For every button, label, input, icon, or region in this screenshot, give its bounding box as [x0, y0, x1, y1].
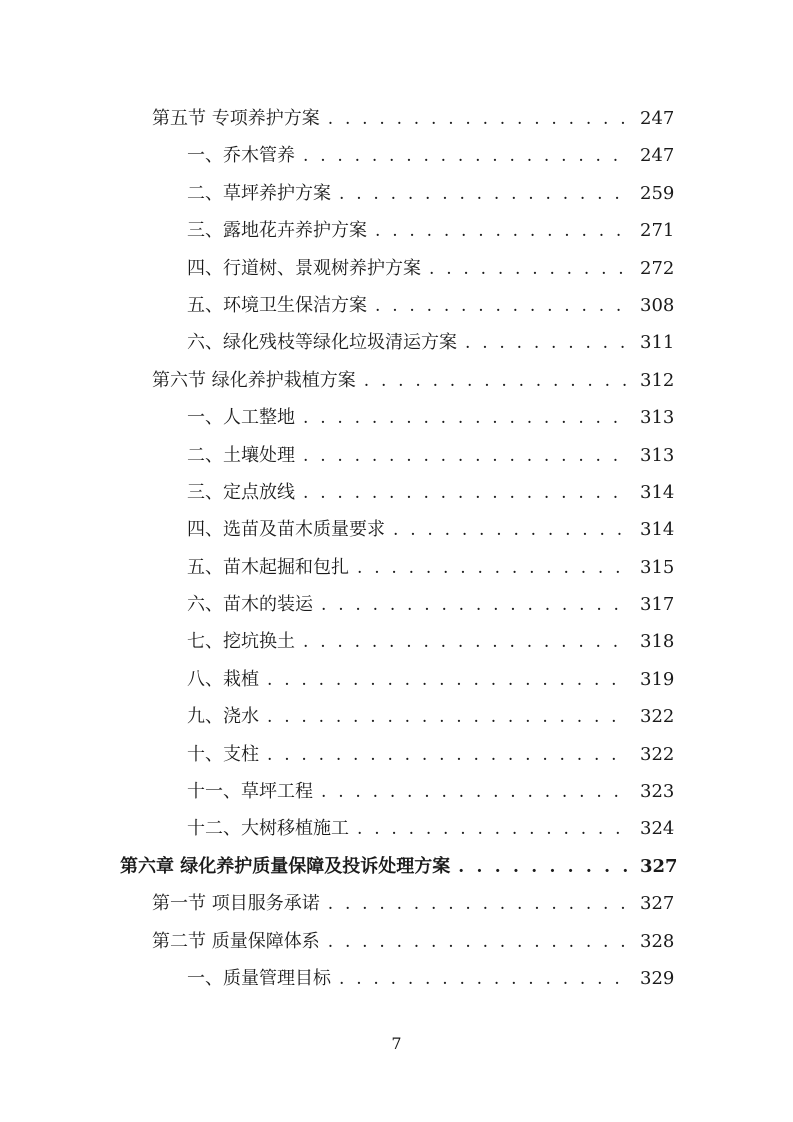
toc-entry-page: 327 [640, 893, 675, 915]
toc-entry[interactable] [0, 437, 793, 474]
toc-entry-page: 308 [640, 294, 675, 316]
toc-entry-page: 314 [640, 481, 675, 503]
toc-leader-dots [364, 363, 630, 400]
toc-entry-label: 一、质量管理目标 [187, 967, 331, 989]
toc-entry-page: 313 [640, 407, 675, 429]
toc-entry-page: 247 [640, 108, 675, 129]
toc-entry[interactable] [0, 362, 793, 399]
toc-leader-dots [321, 587, 630, 624]
toc-entry-page: 271 [640, 220, 675, 242]
toc-entry-label: 六、绿化残枝等绿化垃圾清运方案 [187, 332, 457, 354]
toc-entry[interactable] [0, 810, 793, 847]
toc-entry-label: 七、挖坑换土 [187, 631, 295, 653]
page-number: 7 [391, 1034, 402, 1053]
toc-leader-dots [429, 251, 630, 288]
toc-entry-label: 第二节 质量保障体系 [152, 930, 320, 952]
toc-entry-page: 259 [640, 182, 675, 204]
toc-entry[interactable] [0, 399, 793, 436]
toc-entry-label: 二、草坪养护方案 [187, 182, 331, 204]
toc-entry-label: 一、乔木管养 [187, 145, 295, 167]
toc-entry[interactable] [0, 324, 793, 361]
toc-entry-label: 五、环境卫生保洁方案 [187, 294, 367, 316]
toc-entry[interactable] [0, 773, 793, 810]
toc-entry-label: 四、行道树、景观树养护方案 [187, 257, 421, 279]
toc-entry-label: 六、苗木的装运 [187, 594, 313, 616]
toc-leader-dots [393, 512, 630, 549]
toc-entry-page: 324 [640, 818, 675, 840]
toc-leader-dots [328, 924, 630, 961]
toc-leader-dots [375, 213, 630, 250]
toc-leader-dots [303, 400, 630, 437]
table-of-contents [0, 100, 793, 997]
toc-leader-dots [328, 101, 630, 138]
toc-leader-dots [357, 550, 630, 587]
toc-entry-label: 一、人工整地 [187, 407, 295, 429]
toc-entry[interactable] [0, 960, 793, 997]
toc-entry-page: 312 [640, 369, 675, 391]
toc-entry-page: 314 [640, 519, 675, 541]
toc-entry-page: 322 [640, 743, 675, 765]
toc-leader-dots [303, 438, 630, 475]
toc-leader-dots [465, 325, 630, 362]
toc-entry-page: 328 [640, 930, 675, 952]
toc-entry[interactable] [0, 250, 793, 287]
toc-leader-dots [339, 961, 630, 998]
toc-entry-label: 十、支柱 [187, 743, 259, 765]
toc-entry-label: 十二、大树移植施工 [187, 818, 349, 840]
toc-leader-dots [339, 176, 630, 213]
toc-entry[interactable] [0, 623, 793, 660]
toc-entry[interactable] [0, 923, 793, 960]
toc-leader-dots [303, 138, 630, 175]
toc-entry-label: 第六章 绿化养护质量保障及投诉处理方案 [120, 855, 451, 877]
toc-entry[interactable] [0, 212, 793, 249]
toc-entry[interactable] [0, 549, 793, 586]
toc-entry-page: 318 [640, 631, 675, 653]
toc-leader-dots [267, 662, 630, 699]
toc-entry-label: 二、土壤处理 [187, 444, 295, 466]
toc-entry[interactable] [0, 736, 793, 773]
toc-leader-dots [328, 886, 630, 923]
toc-entry-label: 八、栽植 [187, 668, 259, 690]
toc-leader-dots [303, 624, 630, 661]
toc-entry[interactable] [0, 885, 793, 922]
toc-entry-page: 319 [640, 668, 675, 690]
toc-leader-dots [321, 774, 630, 811]
toc-entry-page: 327 [640, 855, 678, 877]
toc-leader-dots [357, 811, 630, 848]
toc-entry-label: 三、露地花卉养护方案 [187, 220, 367, 242]
toc-entry-label: 四、选苗及苗木质量要求 [187, 519, 385, 541]
toc-chapter-entry[interactable] [0, 848, 793, 885]
toc-entry-label: 第一节 项目服务承诺 [152, 893, 320, 915]
toc-leader-dots [375, 288, 630, 325]
toc-entry[interactable] [0, 137, 793, 174]
toc-entry[interactable] [0, 100, 793, 137]
toc-leader-dots [303, 475, 630, 512]
toc-entry-page: 329 [640, 967, 675, 989]
toc-entry-page: 247 [640, 145, 675, 167]
toc-entry-label: 五、苗木起掘和包扎 [187, 556, 349, 578]
toc-entry-label: 三、定点放线 [187, 481, 295, 503]
toc-entry[interactable] [0, 511, 793, 548]
toc-entry-page: 317 [640, 594, 675, 616]
toc-entry-label: 第六节 绿化养护栽植方案 [152, 369, 356, 391]
toc-entry-page: 313 [640, 444, 675, 466]
toc-entry[interactable] [0, 175, 793, 212]
toc-leader-dots [458, 849, 630, 886]
toc-leader-dots [267, 699, 630, 736]
toc-entry-label: 第五节 专项养护方案 [152, 108, 320, 129]
toc-entry-label: 九、浇水 [187, 706, 259, 728]
toc-leader-dots [267, 737, 630, 774]
toc-entry[interactable] [0, 698, 793, 735]
toc-entry-page: 311 [640, 332, 675, 354]
toc-entry-page: 315 [640, 556, 675, 578]
toc-entry[interactable] [0, 287, 793, 324]
toc-entry[interactable] [0, 661, 793, 698]
toc-entry[interactable] [0, 586, 793, 623]
toc-entry-page: 322 [640, 706, 675, 728]
toc-entry-page: 272 [640, 257, 675, 279]
toc-entry-label: 十一、草坪工程 [187, 781, 313, 803]
toc-entry-page: 323 [640, 781, 675, 803]
toc-entry[interactable] [0, 474, 793, 511]
